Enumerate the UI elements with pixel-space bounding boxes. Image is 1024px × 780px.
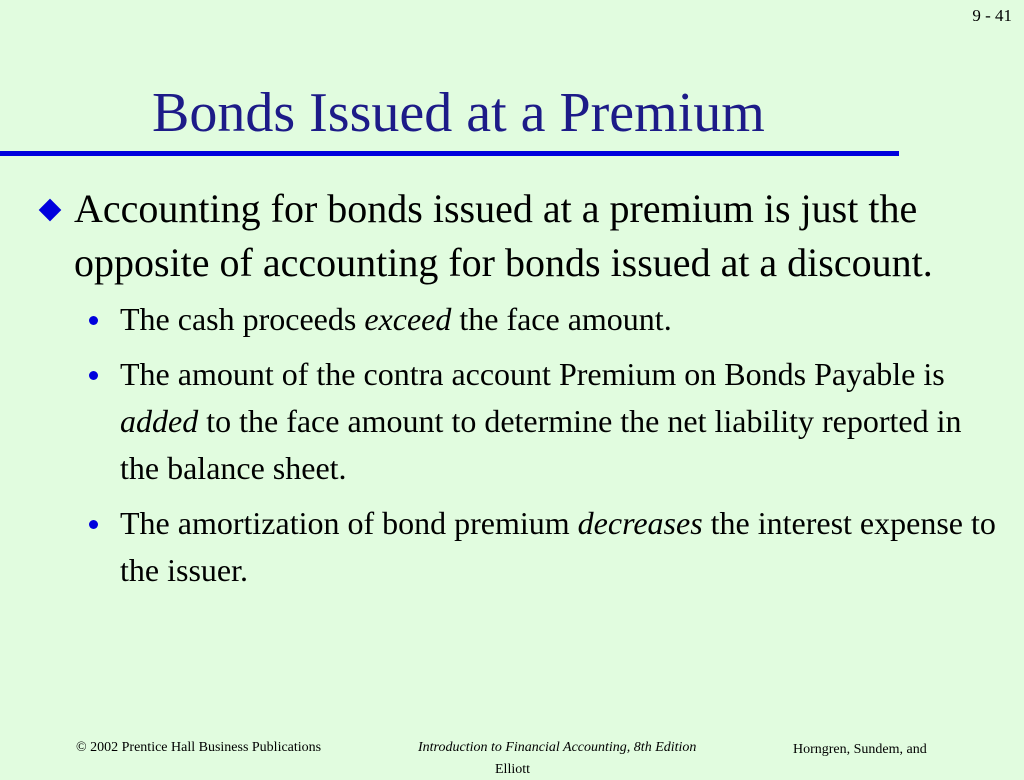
sub-bullet-text: to the face amount to determine the net liability reported in the balance sheet. <box>120 403 962 486</box>
emphasis-text: added <box>120 403 199 439</box>
page-title: Bonds Issued at a Premium <box>152 82 765 144</box>
emphasis-text: exceed <box>364 301 452 337</box>
sub-bullet-text: The amount of the contra account Premium on Bonds Payable is <box>120 356 945 392</box>
main-bullet <box>36 182 996 290</box>
slide-content <box>36 182 996 602</box>
sub-bullet-text: The cash proceeds <box>120 301 365 337</box>
slide-number: 9 - 41 <box>972 6 1012 25</box>
footer-authors-line2: Elliott <box>495 762 530 777</box>
footer-copyright: © 2002 Prentice Hall Business Publications <box>76 740 322 755</box>
title-divider <box>0 151 899 156</box>
diamond-icon <box>39 199 62 222</box>
dot-icon <box>89 316 98 325</box>
emphasis-text: decreases <box>577 505 703 541</box>
sub-bullet-added <box>36 351 996 492</box>
dot-icon <box>89 371 98 380</box>
footer <box>0 740 1024 777</box>
sub-bullet-list <box>36 296 996 594</box>
sub-bullet-decreases <box>36 500 996 594</box>
dot-icon <box>89 520 98 529</box>
sub-bullet-text: The amortization of bond premium <box>120 505 578 541</box>
footer-authors-line1: Horngren, Sundem, and <box>793 742 927 757</box>
sub-bullet-exceed <box>36 296 996 343</box>
footer-book-title: Introduction to Financial Accounting, 8th Edition <box>418 740 697 755</box>
sub-bullet-text: the interest expense to the issuer. <box>120 505 996 588</box>
main-bullet-text: Accounting for bonds issued at a premium is just the opposite of accounting for bonds issued at a discount. <box>74 186 933 285</box>
sub-bullet-text: the face amount. <box>451 301 672 337</box>
